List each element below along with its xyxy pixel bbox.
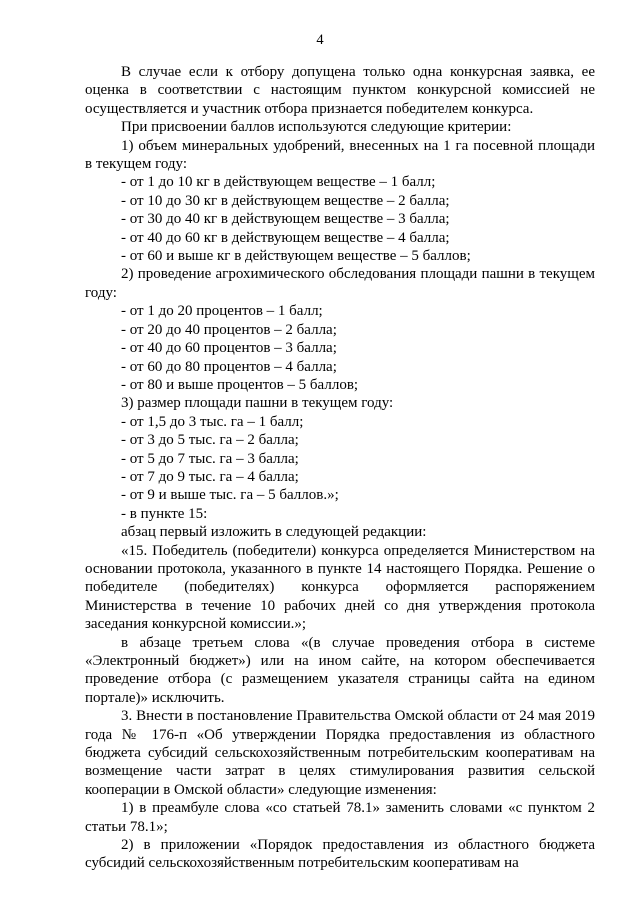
paragraph: абзац первый изложить в следующей редакции: — [121, 524, 427, 541]
list-item: - в пункте 15: — [121, 505, 208, 522]
paragraph: 3. Внести в постановление Правительства Омской области от 24 мая 2019 года № 176-п «Об утверждении Порядка предоставления из областного бюджета субсидий сельскохозяйственным потребительским кооперативам на возмещение части затрат в целях стимулирования развития сельской кооперации в Омской области» следующие изменения: — [85, 708, 595, 798]
list-item: - от 1 до 20 процентов – 1 балл; — [121, 303, 323, 320]
list-item: - от 1,5 до 3 тыс. га – 1 балл; — [121, 413, 304, 430]
document-body — [85, 63, 595, 873]
quoted-clause: «15. Победитель (победители) конкурса определяется Министерством на основании протокола, указанного в пункте 14 настоящего Порядка. Решение о победителе (победителях) конкурса оформляется распоряжением Министерства в течение 10 рабочих дней со дня утверждения протокола заседания конкурсной комиссии.»; — [85, 542, 595, 633]
list-item: - от 10 до 30 кг в действующем веществе – 2 балла; — [121, 192, 450, 209]
paragraph: При присвоении баллов используются следующие критерии: — [121, 119, 512, 136]
list-item: - от 60 до 80 процентов – 4 балла; — [121, 358, 337, 375]
list-item: - от 80 и выше процентов – 5 баллов; — [121, 376, 359, 393]
criterion-heading: 1) объем минеральных удобрений, внесенных на 1 га посевной площади в текущем году: — [85, 137, 595, 173]
list-item: - от 20 до 40 процентов – 2 балла; — [121, 321, 337, 338]
criterion-heading: 3) размер площади пашни в текущем году: — [121, 395, 394, 412]
list-item: - от 5 до 7 тыс. га – 3 балла; — [121, 450, 299, 467]
list-item: - от 60 и выше кг в действующем веществе – 5 баллов; — [121, 248, 471, 265]
list-item: - от 40 до 60 кг в действующем веществе – 4 балла; — [121, 229, 450, 246]
paragraph: в абзаце третьем слова «(в случае проведения отбора в системе «Электронный бюджет») или на ином сайте, на котором обеспечивается проведение отбора (с размещением указателя страницы сайта на едином портале)» исключить. — [85, 634, 595, 706]
paragraph: 1) в преамбуле слова «со статьей 78.1» заменить словами «с пунктом 2 статьи 78.1»; — [85, 800, 595, 835]
list-item: - от 1 до 10 кг в действующем веществе – 1 балл; — [121, 174, 436, 191]
criterion-heading: 2) проведение агрохимического обследования площади пашни в текущем году: — [85, 266, 595, 301]
page-number: 4 — [316, 32, 324, 48]
list-item: - от 7 до 9 тыс. га – 4 балла; — [121, 468, 299, 485]
list-item: - от 40 до 60 процентов – 3 балла; — [121, 340, 337, 357]
list-item: - от 3 до 5 тыс. га – 2 балла; — [121, 432, 299, 449]
paragraph: В случае если к отбору допущена только одна конкурсная заявка, ее оценка в соответствии с настоящим пунктом конкурсной комиссией не осуществляется и участник отбора признается победителем конкурса. — [85, 64, 595, 117]
list-item: - от 9 и выше тыс. га – 5 баллов.»; — [121, 487, 339, 504]
paragraph: 2) в приложении «Порядок предоставления из областного бюджета субсидий сельскохозяйственным потребительским кооперативам на — [85, 837, 595, 872]
list-item: - от 30 до 40 кг в действующем веществе – 3 балла; — [121, 211, 450, 228]
